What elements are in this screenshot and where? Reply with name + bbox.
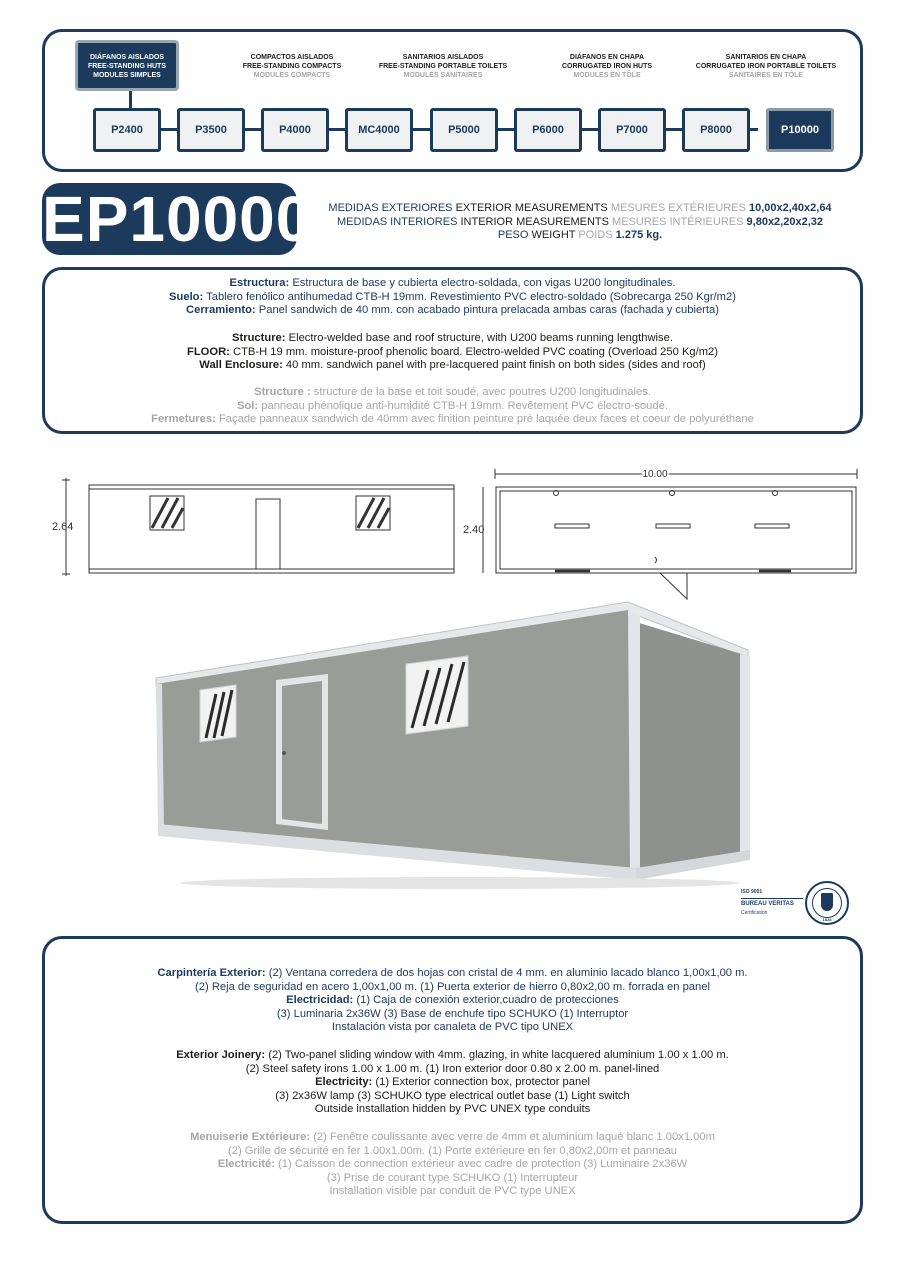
ext-label-en: EXTERIOR MEASUREMENTS (455, 202, 608, 214)
desc-line: Sol: panneau phénolique anti-humidité CTB-H 19mm. Revêtement PVC électro-soudé. (237, 399, 668, 412)
ext-label-fr: MESURES EXTÉRIEURES (610, 202, 746, 214)
desc-line: Suelo: Tablero fenólico antihumedad CTB-H 19mm. Revestimiento PVC electro-soldado (Sobrecarga 250 Kgr/m2) (169, 290, 736, 303)
length-dimension-label: 10.00 (642, 469, 668, 480)
desc-line: FLOOR: CTB-H 19 mm. moisture-proof phenolic board. Electro-welded PVC coating (Overload 250 Kg/m2) (187, 345, 718, 358)
structure-description-box (42, 267, 863, 434)
weight-label-en: WEIGHT (531, 229, 576, 241)
equipment-en (45, 1049, 860, 1117)
category-label-es: COMPACTOS AISLADOS (250, 54, 334, 61)
spec-line: (3) 2x36W lamp (3) SCHUKO type electrical outlet base (1) Light switch (275, 1089, 630, 1102)
desc-line: Structure: Electro-welded base and roof structure, with U200 beams running lengthwise. (232, 332, 673, 344)
width-dimension-label: 2.40 (463, 524, 485, 536)
side-elevation-drawing (50, 470, 460, 580)
category-label-es: DIÁFANOS AISLADOS (89, 54, 165, 61)
model-button-p6000[interactable]: P6000 (514, 108, 582, 152)
desc-line: Cerramiento: Panel sandwich de 40 mm. con acabado pintura prelacada ambas caras (fachada y cubierta) (186, 304, 719, 317)
spec-line: (2) Steel safety irons 1.00 x 1.00 m. (1) Iron exterior door 0.80 x 2.00 m. panel-lined (245, 1062, 660, 1075)
product-title: EP10000 (42, 183, 313, 255)
category-label-en: FREE-STANDING PORTABLE TOILETS (378, 63, 508, 70)
desc-line: Fermetures: Façade panneaux sandwich de 40mm avec finition peinture pré laquée deux faces et coeur de polyuréthane (151, 413, 754, 426)
category-label-fr: MODULES SIMPLES (93, 72, 161, 79)
bureau-veritas-seal-icon (805, 881, 849, 925)
desc-line: Estructura: Estructura de base y cubierta electro-soldada, con vigas U200 longitudinales. (229, 277, 676, 289)
spec-line: (3) Luminaria 2x36W (3) Base de enchufe tipo SCHUKO (1) Interruptor (276, 1007, 629, 1020)
equipment-es (45, 967, 860, 1035)
desc-line: Wall Enclosure: 40 mm. sandwich panel with pre-lacquered paint finish on both sides (sides and roof) (199, 359, 706, 372)
category-free-standing-compacts[interactable] (217, 53, 367, 80)
model-button-p7000[interactable]: P7000 (598, 108, 666, 152)
category-corrugated-iron-toilets[interactable] (681, 53, 851, 80)
spec-line: Installation visible par conduit de PVC type UNEX (329, 1185, 576, 1198)
category-label-en: CORRUGATED IRON PORTABLE TOILETS (695, 63, 837, 70)
exterior-measurements (300, 202, 860, 216)
model-navigation-panel (42, 29, 863, 172)
structure-en (45, 332, 860, 373)
spec-line: Electricity: (1) Exterior connection box, protector panel (315, 1076, 590, 1089)
spec-line: Instalación vista por canaleta de PVC tipo UNEX (331, 1021, 574, 1034)
structure-es (45, 277, 860, 318)
cert-name: BUREAU VERITAS (741, 901, 794, 907)
equipment-spec-box (42, 936, 863, 1224)
model-button-mc4000[interactable]: MC4000 (345, 108, 413, 152)
spec-line: Carpintería Exterior: (2) Ventana corredera de dos hojas con cristal de 4 mm. en aluminio lacado blanco 1,00x1,00 m. (157, 967, 748, 979)
category-label-fr: SANITAIRES EN TÔLE (728, 72, 804, 79)
equipment-fr (45, 1131, 860, 1199)
category-label-es: SANITARIOS AISLADOS (402, 54, 484, 61)
model-button-p3500[interactable]: P3500 (177, 108, 245, 152)
model-button-p8000[interactable]: P8000 (682, 108, 750, 152)
int-label-fr: MESURES INTÉRIEURES (612, 215, 744, 228)
cert-divider (741, 898, 803, 899)
category-label-fr: MODULES COMPACTS (253, 72, 331, 79)
category-free-standing-huts[interactable] (75, 40, 179, 91)
height-dimension-label: 2.64 (52, 521, 74, 533)
model-button-p4000[interactable]: P4000 (261, 108, 329, 152)
ext-label-es: MEDIDAS EXTERIORES (328, 202, 453, 214)
bureau-veritas-badge (741, 881, 853, 927)
cert-year: 1828 (822, 917, 832, 922)
category-label-en: FREE-STANDING HUTS (87, 63, 167, 70)
spec-line: Menuiserie Extérieure: (2) Fenêtre coulissante avec verre de 4mm et aluminium laqué blanc 1.00x1.00m (190, 1131, 715, 1143)
category-connector (129, 91, 132, 109)
interior-measurements (300, 216, 860, 230)
spec-line: Exterior Joinery: (2) Two-panel sliding window with 4mm. glazing, in white lacquered aluminium 1.00 x 1.00 m. (176, 1049, 729, 1061)
spec-line: Electricité: (1) Caisson de connection extérieur avec cadre de protection (3) Luminaire 2x36W (217, 1158, 688, 1171)
iso-label: ISO 9001 (741, 889, 763, 895)
spec-line: (2) Reja de seguridad en acero 1,00x1,00 m. (1) Puerta exterior de hierro 0,80x2,00 m. forrada en panel (195, 980, 710, 993)
floor-plan-drawing (455, 465, 865, 600)
category-label-es: DIÁFANOS EN CHAPA (569, 54, 645, 61)
int-label-es: MEDIDAS INTERIORES (337, 215, 458, 228)
weight-value: 1.275 kg. (615, 229, 663, 241)
category-label-fr: MODULES SANITAIRES (403, 72, 483, 79)
desc-line: Structure : structure de la base et toit soudé, avec poutres U200 longitudinales. (254, 386, 651, 398)
weight-label-es: PESO (497, 229, 529, 241)
container-product-image (150, 598, 760, 892)
int-label-en: INTERIOR MEASUREMENTS (460, 215, 609, 228)
int-value: 9,80x2,20x2,32 (746, 215, 823, 228)
category-label-es: SANITARIOS EN CHAPA (725, 54, 807, 61)
model-button-p2400[interactable]: P2400 (93, 108, 161, 152)
ext-value: 10,00x2,40x2,64 (748, 202, 832, 214)
cert-sub: Certification (741, 910, 768, 916)
category-label-fr: MODULES EN TÔLE (573, 72, 641, 79)
model-button-p5000[interactable]: P5000 (430, 108, 498, 152)
measurements-block (300, 202, 860, 243)
spec-line: (2) Grille de sécurité en fer 1.00x1.00m. (1) Porte extérieure en fer 0,80x2,00m et panneau (228, 1144, 677, 1157)
category-portable-toilets[interactable] (368, 53, 518, 80)
structure-fr (45, 386, 860, 427)
spec-line: Electricidad: (1) Caja de conexión exterior,cuadro de protecciones (286, 994, 619, 1007)
spec-line: (3) Prise de courant type SCHUKO (1) Interrupteur (326, 1171, 579, 1184)
spec-line: Outside installation hidden by PVC UNEX type conduits (314, 1103, 591, 1116)
category-label-en: CORRUGATED IRON HUTS (561, 63, 653, 70)
weight-label-fr: POIDS (578, 229, 613, 241)
weight (300, 229, 860, 243)
category-corrugated-iron-huts[interactable] (532, 53, 682, 80)
category-label-en: FREE-STANDING COMPACTS (242, 63, 342, 70)
model-button-p10000[interactable]: P10000 (766, 108, 834, 152)
